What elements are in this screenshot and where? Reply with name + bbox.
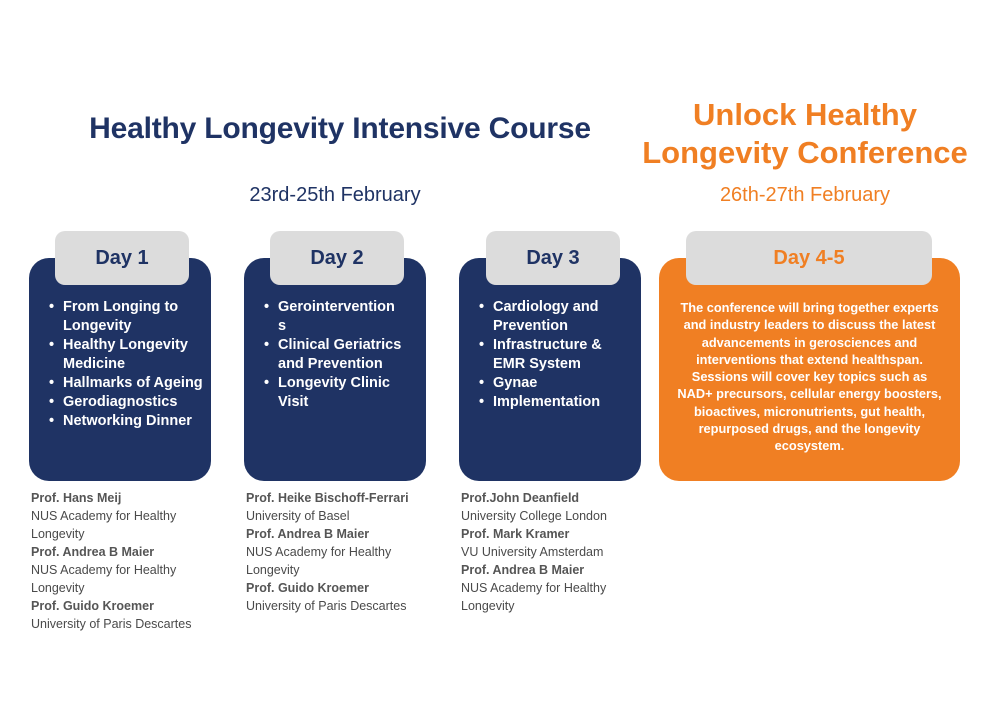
list-item: • Longevity Clinic Visit bbox=[278, 374, 402, 412]
list-item: • Healthy Longevity Medicine bbox=[63, 336, 205, 374]
day1-card bbox=[29, 258, 211, 481]
speaker-name: Prof. Andrea B Maier bbox=[31, 545, 155, 559]
list-item: • Networking Dinner bbox=[63, 412, 205, 431]
conference-title-line1: Unlock Healthy bbox=[693, 97, 917, 132]
speaker-name: Prof. Guido Kroemer bbox=[246, 581, 369, 595]
list-item: • Clinical Geriatrics and Prevention bbox=[278, 336, 402, 374]
list-item: • From Longing to Longevity bbox=[63, 298, 205, 336]
speaker-affiliation: University of Basel bbox=[246, 509, 350, 523]
speaker-affiliation: University of Paris Descartes bbox=[31, 617, 192, 631]
speaker-affiliation: University of Paris Descartes bbox=[246, 599, 407, 613]
speaker-affiliation: NUS Academy for Healthy Longevity bbox=[31, 563, 177, 595]
speaker-affiliation: NUS Academy for Healthy Longevity bbox=[246, 545, 392, 577]
conference-dates: 26th-27th February bbox=[719, 184, 891, 206]
speaker-affiliation: NUS Academy for Healthy Longevity bbox=[461, 581, 607, 613]
list-item: • Gerointervention s bbox=[278, 298, 402, 336]
list-item: • Implementation bbox=[493, 393, 635, 412]
day1-speakers bbox=[31, 489, 216, 633]
speaker-name: Prof.John Deanfield bbox=[461, 491, 580, 505]
conference-title bbox=[640, 96, 970, 172]
list-item: • Cardiology and Prevention bbox=[493, 298, 635, 336]
list-item: • Hallmarks of Ageing bbox=[63, 374, 205, 393]
conference-card bbox=[659, 258, 960, 481]
day2-speakers bbox=[246, 489, 431, 615]
speaker-name: Prof. Andrea B Maier bbox=[461, 563, 585, 577]
course-title: Healthy Longevity Intensive Course bbox=[89, 112, 591, 145]
speaker-affiliation: VU University Amsterdam bbox=[461, 545, 604, 559]
conference-tab: Day 4-5 bbox=[686, 231, 932, 285]
speaker-name: Prof. Mark Kramer bbox=[461, 527, 570, 541]
day2-topics bbox=[258, 298, 420, 412]
speaker-name: Prof. Heike Bischoff-Ferrari bbox=[246, 491, 409, 505]
list-item: • Gynae bbox=[493, 374, 635, 393]
speaker-name: Prof. Guido Kroemer bbox=[31, 599, 154, 613]
day1-tab: Day 1 bbox=[55, 231, 189, 285]
list-item: • Infrastructure & EMR System bbox=[493, 336, 635, 374]
conference-title-line2: Longevity Conference bbox=[642, 135, 968, 170]
day3-speakers bbox=[461, 489, 646, 615]
day3-card bbox=[459, 258, 641, 481]
speaker-name: Prof. Andrea B Maier bbox=[246, 527, 370, 541]
list-item: • Gerodiagnostics bbox=[63, 393, 205, 412]
speaker-affiliation: NUS Academy for Healthy Longevity bbox=[31, 509, 177, 541]
day3-topics bbox=[473, 298, 635, 412]
course-dates: 23rd-25th February bbox=[249, 184, 421, 206]
day1-topics bbox=[43, 298, 205, 431]
day3-tab: Day 3 bbox=[486, 231, 620, 285]
day2-tab: Day 2 bbox=[270, 231, 404, 285]
speaker-affiliation: University College London bbox=[461, 509, 607, 523]
day2-card bbox=[244, 258, 426, 481]
speaker-name: Prof. Hans Meij bbox=[31, 491, 122, 505]
conference-description: The conference will bring together experts and industry leaders to discuss the latest advancements in gerosciences and interventions that extend healthspan. Sessions will cover key topics such as NAD+ precursors, cellular energy boosters, bioactives, micronutrients, gut health, repurposed drugs, and the longevity ecosystem. bbox=[677, 300, 942, 454]
